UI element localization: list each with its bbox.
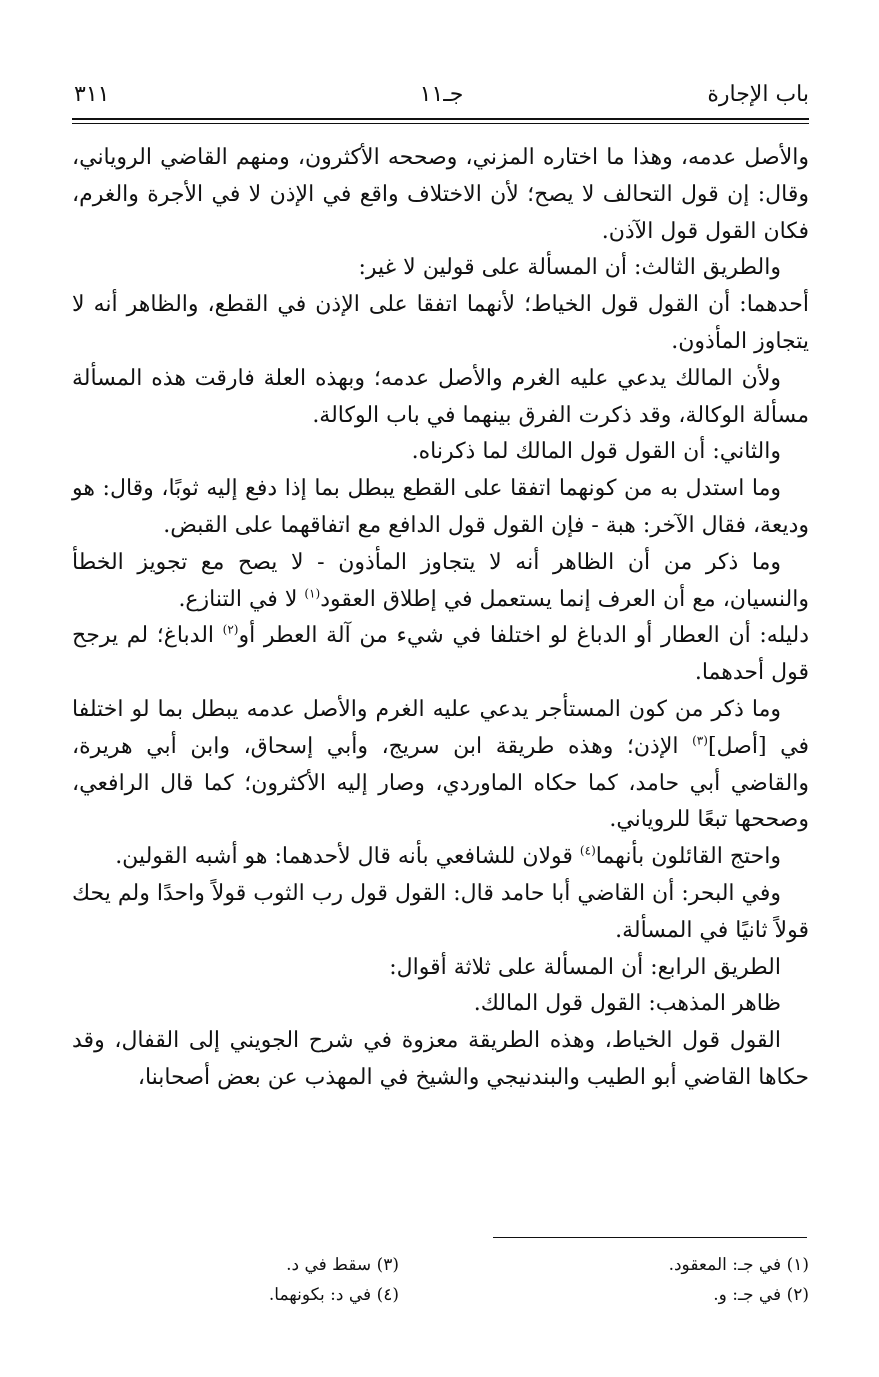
paragraph: القول قول الخياط، وهذه الطريقة معزوة في شرح الجويني إلى القفال، وقد حكاها القاضي أبو الطيب والبندنيجي والشيخ في المهذب عن بعض أصحابنا،: [72, 1028, 809, 1090]
paragraph: وما استدل به من كونهما اتفقا على القطع يبطل بما إذا دفع إليه ثوبًا، وقال: هو وديعة، فقال الآخر: هبة - فإن القول قول الدافع مع اتفاقهما على القبض.: [72, 476, 809, 538]
footnote-ref: (٤): [579, 843, 596, 858]
paragraph: [72, 618, 809, 692]
page-number: ٣١١: [74, 82, 110, 107]
paragraph-text: الإذن؛ وهذه طريقة ابن سريج، وأبي إسحاق، وابن أبي هريرة، والقاضي أبي حامد، كما حكاه الماوردي، وصار إليه الأكثرون؛ كما قال الرافعي، وصححها تبعًا للروياني.: [72, 733, 809, 833]
footnote: (٤) في د: بكونهما.: [268, 1285, 399, 1305]
paragraph: ظاهر المذهب: القول قول المالك.: [473, 991, 781, 1017]
footnote-column-right: [479, 1250, 809, 1310]
paragraph-text: لا في التنازع.: [178, 586, 305, 612]
paragraph-text: واحتج القائلون بأنهما: [595, 844, 781, 870]
paragraph: [72, 545, 809, 619]
paragraph-text: دليله: أن العطار أو الدباغ لو اختلفا في شيء من آلة العطر أو: [238, 623, 809, 649]
footnote-ref: (٣): [692, 733, 708, 748]
paragraph: وفي البحر: أن القاضي أبا حامد قال: القول قول رب الثوب قولاً واحدًا ولم يحك قولاً ثانيًا في المسألة.: [72, 880, 809, 943]
header-rule-thick: [72, 118, 809, 120]
section-title: باب الإجارة: [707, 82, 809, 107]
paragraph: [72, 839, 809, 876]
footnote-column-left: [69, 1250, 399, 1310]
paragraph: [72, 692, 809, 839]
body-text: [72, 140, 809, 1097]
paragraph: والثاني: أن القول قول المالك لما ذكرناه.: [411, 439, 781, 465]
paragraph: ولأن المالك يدعي عليه الغرم والأصل عدمه؛ وبهذه العلة فارقت هذه المسألة مسألة الوكالة، وقد ذكرت الفرق بينهما في باب الوكالة.: [72, 365, 809, 428]
paragraph: والطريق الثالث: أن المسألة على قولين لا غير:: [358, 255, 781, 281]
page-header: [74, 78, 809, 112]
footnote: (١) في جـ: المعقود.: [668, 1255, 809, 1275]
paragraph: الطريق الرابع: أن المسألة على ثلاثة أقوال:: [389, 954, 781, 980]
paragraph-text: الدباغ؛ لم يرجح قول أحدهما.: [72, 623, 809, 686]
footnote: (٣) سقط في د.: [286, 1255, 399, 1275]
paragraph-text: قولان للشافعي بأنه قال لأحدهما: هو أشبه القولين.: [115, 844, 580, 870]
footnote-ref: (٢): [222, 623, 239, 638]
volume-label: جـ١١: [419, 82, 464, 107]
paragraph: أحدهما: أن القول قول الخياط؛ لأنهما اتفقا على الإذن في القطع، والظاهر أنه لا يتجاوز المأذون.: [72, 292, 809, 354]
footnote-ref: (١): [304, 586, 321, 601]
header-rule-thin: [72, 123, 809, 124]
paragraph-text: وما ذكر من كون المستأجر يدعي عليه الغرم والأصل عدمه يبطل بما لو اختلفا في [أصل]: [72, 696, 810, 759]
footnote-rule: [493, 1237, 807, 1238]
paragraph-text: وما ذكر من أن الظاهر أنه لا يتجاوز المأذون - لا يصح مع تجويز الخطأ والنسيان، مع أن العرف إنما يستعمل في إطلاق العقود: [72, 549, 809, 612]
paragraph: والأصل عدمه، وهذا ما اختاره المزني، وصححه الأكثرون، ومنهم القاضي الروياني، وقال: إن قول التحالف لا يصح؛ لأن الاختلاف واقع في الإذن لا في الأجرة والغرم، فكان القول قول الآذن.: [72, 145, 809, 244]
footnote: (٢) في جـ: و.: [713, 1285, 809, 1305]
